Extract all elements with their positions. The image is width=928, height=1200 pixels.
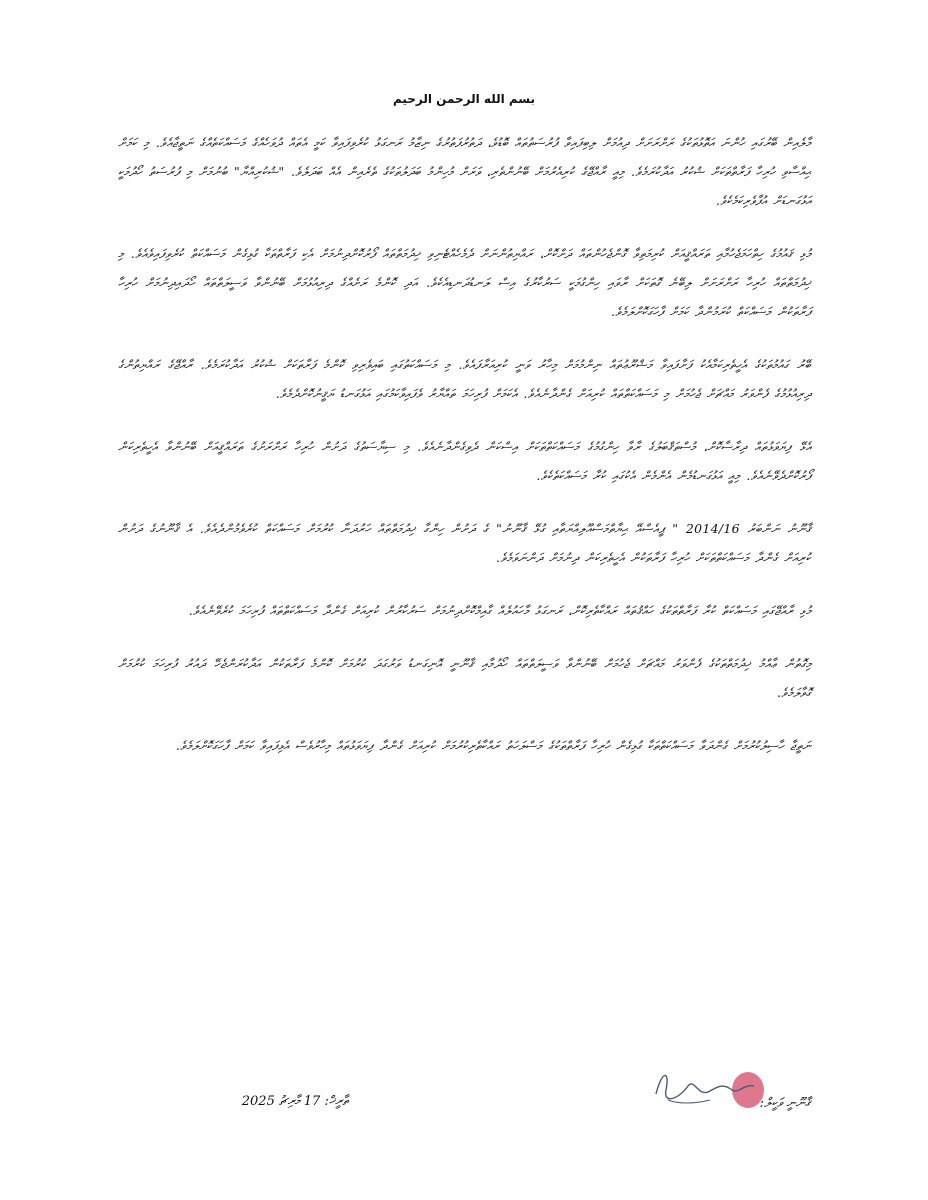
paragraph-3: ބޭރު ގައުމުތަކުގެ އެހީތެރިކަމާއެކު ފަށާފައިވާ މަޝްރޫޢުތައް ނިންމުމަށް މިހާރު ވަނީ ކުރިއަރާފައެވެ. މި މަސައްކަތުގައި ބައިވެރިވި ކޮންމެ ފަރާތަކަށް ޝުކުރު އަދާކުރަމެވެ. ރާއްޖޭގެ ރައްޔިތުންގެ ދިރިއުޅުމުގެ ފެންވަރު މައްޗަށް ޖެހުމަށް މި މަސައްކަތްތައް ކުރިއަށް ގެންދާނެއެވެ. އެކަމަށް ފުރިހަމަ ތައްޔާރު ވެފައިވާކަމުގައި އަޅުގަނޑު ޔަޤީނުކޮށްދެމެވެ. [118, 357, 811, 401]
date-line [242, 1094, 348, 1109]
paragraph-7: މިގޮތުން ޢާއްމު ޚިދުމަތްތަކުގެ ފެންވަރު މައްޗަށް ޖެހުމަށް ބޭނުންވާ ވަސީލަތްތައް ހޯދުމާއި ޤާނޫނީ އޮނިގަނޑު ވަރުގަދަ ކުރުމަށް ކޮންމެ ފަރާތަކުން އަދާކުރަންޖެހޭ ދައުރު ފުރިހަމަ ކުރުމަށް ގޮވާލަމެވެ. [118, 656, 811, 700]
letter-footer [0, 1060, 928, 1140]
date-label: ތާރީޚް: [324, 1094, 348, 1109]
paragraph-8: ނަތީޖާ ހާސިލުކުރުމަށް ގެންދަވާ މަސައްކަތްތަކާ ގުޅިގެން ހުރިހާ ފަރާތްތަކުގެ މަސްލަހަތު ރައްކާތެރިކުރުމަށް ކުރިއަށް ގެންދާ ފިޔަވަޅުތައް މިހާރުވެސް އެޅިފައިވާ ކަމަށް ފާހަގަކޮށްލަމެވެ. [175, 738, 811, 753]
paragraph-1: މާލެއިން ބޭރުގައި ހުންނަ އަތޮޅުތަކުގެ ރަށްރަށަށް ދިއުމަށް ލިބިފައިވާ ފުރުސަތުތައް ބޮޑުވެ، ދަތުރުފަތުރުގެ ނިޒާމު ރަނގަޅު ކުރެވިފައިވާ ކަމީ އެތައް ދުވަހެއްގެ މަސައްކަތެއްގެ ނަތީޖާއެވެ. މި ކަމަށް ޙިއްސާވި ހުރިހާ ފަރާތްތަކަށް ޝުކުރު އަދާކުރަމެވެ. މިއީ ރާއްޖޭގެ ކުރިއެރުމަށް ބޭނުންތެރި، ވަރަށް މުހިންމު ބަދަލުތަކުގެ ތެރެއިން އެއް ބަދަލެވެ. "ޝުކުރިއްޔާ" ބުނުމަށް މި ފުރުސަތު ހޯދުމަކީ އަޅުގަނޑަށް އުފާވެރިކަމެކެވެ. [118, 135, 811, 208]
paragraph-2: މުޅި ޤައުމުގެ ހިތްހަމަޖެހުމާއި ތަރައްޤީއަށް ކުރިމަތިވާ ގޮންޖެހުންތައް ދަށްކޮށް، ރައްޔިތުންނަށް ދެމެހެއްޓެނިވި ޚިދުމަތްތައް ފޯރުކޮށްދިނުމަށް އެކި ފަރާތްތަކާ ގުޅިގެން މަސައްކަތް ކުރެވިފައިވެއެވެ. މި ޚިދުމަތްތައް ހުރިހާ ރަށްރަށަށް ލިބޭނެ ގޮތަކަށް ރާވައި ހިންގުމަކީ ސަރުކާރުގެ އިސް ލަނޑުދަނޑިއެކެވެ. އަދި ކޮންމެ ރަށެއްގެ ދިރިއުޅުމަށް ބޭނުންވާ ވަސީލަތްތައް ހޯދައިދިނުމަށް ހުރިހާ ފަރާތަކުން މަސައްކަތް ކުރަމުންދާ ކަމަށް ފާހަގަކޮށްލަމެވެ. [118, 246, 811, 319]
signature-icon [648, 1060, 768, 1120]
signature-label: ޤާނޫނީ ވަކީލް: [759, 1096, 810, 1111]
paragraph-6: މުޅި ރާއްޖޭގައި މަސައްކަތް ކުރާ ފަރާތްތަކުގެ ހައްޤުތައް ރައްކާތެރިކޮށް، ރަނގަޅު މާހައުލެއް ގާއިމްކޮށްދިނުމަށް ސަރުކާރުން ކުރިއަށް ގެންދާ މަސައްކަތްތައް ފުރިހަމަ ކުރެވޭނެއެވެ. [188, 603, 811, 618]
letter-body [118, 128, 811, 784]
date-value: 17 މާރިޗު 2025 [241, 1094, 321, 1109]
paragraph-5: ޤާނޫނު ނަންބަރު 2014/16 " ޕީއެސްއޭ ޙިޔާތްމަސްއޫލިއްޔަތާއި ގުޅޭ ޤާނޫނު" ގެ ދަށުން ހިންގާ ޚިދުމަތްތައް ހަރުދަނާ ކުރުމަށް މަސައްކަތް ކުރެވެމުންދެއެވެ. އެ ޤާނޫނުގެ ދަށުން ކުރިއަށް ގެންދާ މަސައްކަތްތަކަށް ހުރިހާ ފަރާތަކުން އެހީތެރިކަން ދިނުމަށް ދަންނަވަމެވެ. [118, 521, 811, 565]
basmala-heading: بسم الله الرحمن الرحيم [392, 92, 536, 106]
paragraph-4: އެޅޭ ފިޔަވަޅުތައް ދިރާސާކޮށް، މުސްތަޤްބަލުގެ ރާވާ ހިންގުމުގެ މަސައްކަތްތަކަށް އިސްކަން ދެވިގެންދާނެއެވެ. މި ސިޔާސަތުގެ ދަށުން ހުރިހާ ރަށްރަށުގެ ތަރައްޤީއަށް ބޭނުންވާ އެހީތެރިކަން ފޯރުކޮށްދެވޭނެއެވެ. މިއީ އަޅުގަނޑުމެން އެންމެން އެކުގައި ކުރާ މަސައްކަތެކެވެ. [118, 439, 811, 483]
